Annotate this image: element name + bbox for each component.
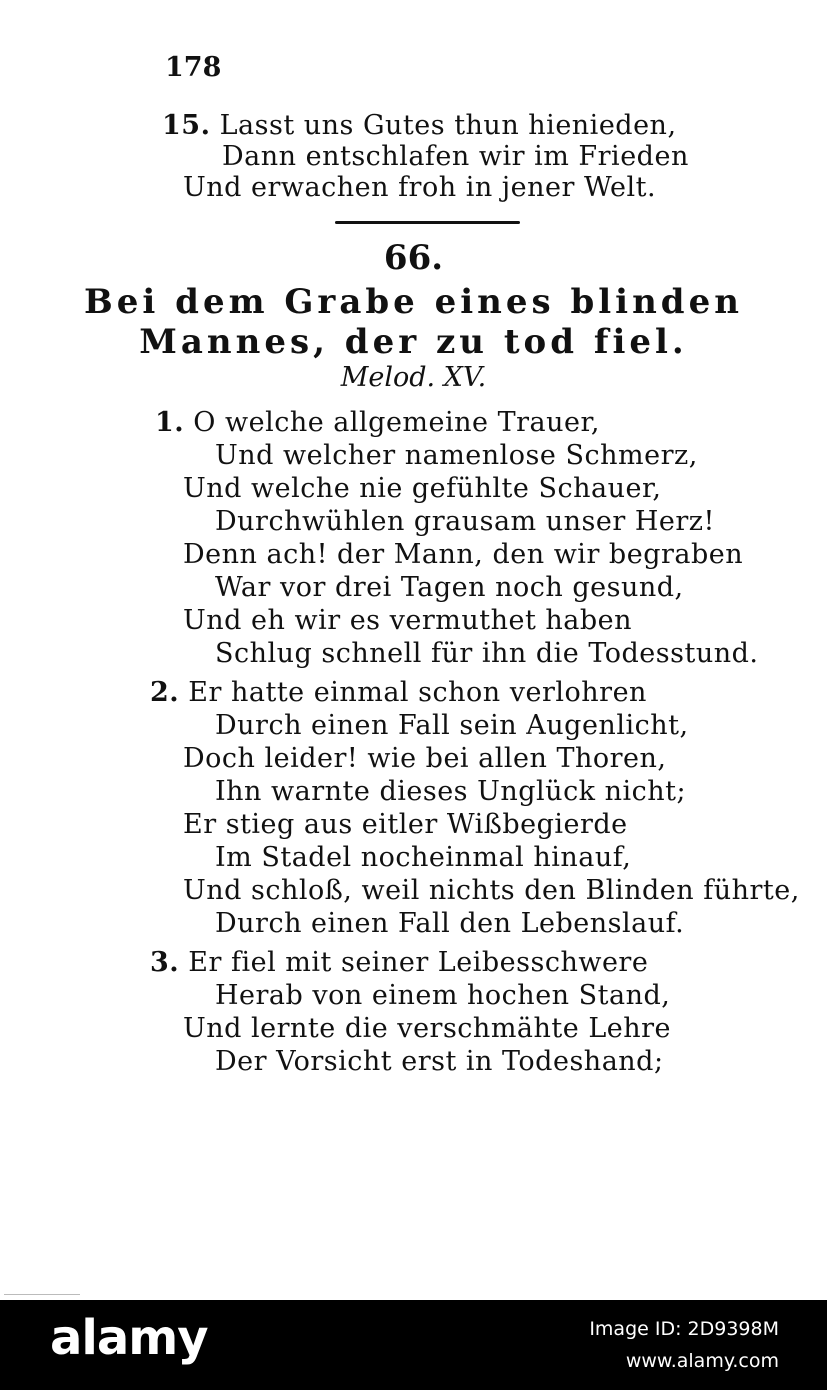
verse-1-number: 1. <box>155 407 185 438</box>
stock-logo: alamy <box>50 1310 208 1366</box>
verse-15-number: 15. <box>162 110 211 141</box>
hymn-title-line-2: Mannes, der zu tod fiel. <box>139 322 688 362</box>
verse-2-line-5: Er stieg aus eitler Wißbegierde <box>183 809 628 840</box>
stock-image-id: Image ID: 2D9398M <box>589 1318 779 1340</box>
verse-3-line-4: Der Vorsicht erst in Todeshand; <box>215 1046 664 1077</box>
verse-1-line-4: Durchwühlen grausam unser Herz! <box>215 506 715 537</box>
hymn-number: 66. <box>383 238 444 278</box>
verse-3-number: 3. <box>150 947 180 978</box>
verse-2-line-8: Durch einen Fall den Lebenslauf. <box>215 908 685 939</box>
hymn-title-line-1: Bei dem Grabe eines blinden <box>84 282 743 322</box>
verse-3-line-3: Und lernte die verschmähte Lehre <box>183 1013 671 1044</box>
verse-15-line-2: Dann entschlafen wir im Frieden <box>222 141 689 172</box>
verse-2-line-4: Ihn warnte dieses Unglück nicht; <box>215 776 687 807</box>
verse-1-line-5: Denn ach! der Mann, den wir begraben <box>183 539 744 570</box>
verse-2-line-7: Und schloß, weil nichts den Blinden führte, <box>183 875 800 906</box>
page-number: 178 <box>165 52 222 83</box>
verse-15-line-3: Und erwachen froh in jener Welt. <box>183 172 657 203</box>
verse-1-line-8: Schlug schnell für ihn die Todesstund. <box>215 638 759 669</box>
melody-reference: Melod. XV. <box>340 362 487 393</box>
verse-15-line-1: 15. Lasst uns Gutes thun hienieden, <box>162 110 677 141</box>
verse-3-line-2: Herab von einem hochen Stand, <box>215 980 671 1011</box>
verse-1-line-3: Und welche nie gefühlte Schauer, <box>183 473 662 504</box>
verse-1-line-2: Und welcher namenlose Schmerz, <box>215 440 698 471</box>
verse-2-line-6: Im Stadel nocheinmal hinauf, <box>215 842 632 873</box>
scan-edge-line <box>4 1294 80 1295</box>
verse-1-line-1: 1. O welche allgemeine Trauer, <box>155 407 600 438</box>
verse-1-line-6: War vor drei Tagen noch gesund, <box>215 572 684 603</box>
verse-2-line-3: Doch leider! wie bei allen Thoren, <box>183 743 667 774</box>
verse-2-line-2: Durch einen Fall sein Augenlicht, <box>215 710 689 741</box>
stock-url: www.alamy.com <box>625 1350 779 1372</box>
verse-3-line-1: 3. Er fiel mit seiner Leibesschwere <box>150 947 649 978</box>
verse-2-line-1: 2. Er hatte einmal schon verlohren <box>150 677 647 708</box>
verse-2-number: 2. <box>150 677 180 708</box>
section-divider <box>335 221 520 224</box>
verse-1-line-7: Und eh wir es vermuthet haben <box>183 605 633 636</box>
